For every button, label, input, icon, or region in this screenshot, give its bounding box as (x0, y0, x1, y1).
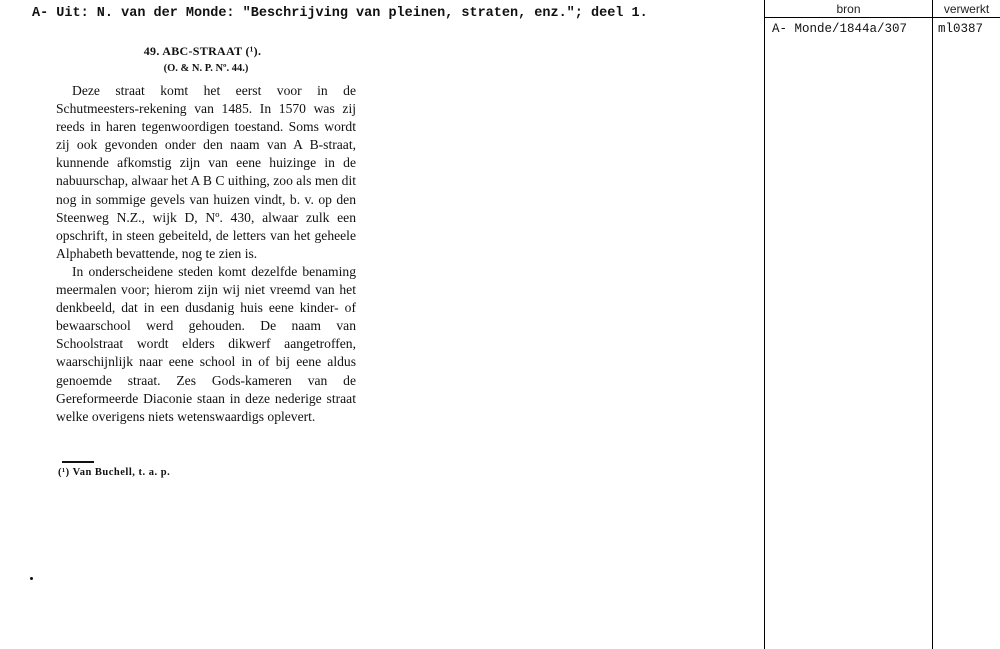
column-header-bron: bron (836, 2, 861, 16)
scan-speck (30, 577, 33, 580)
bron-value: A- Monde/1844a/307 (772, 22, 908, 36)
table-border-left (764, 0, 765, 649)
verwerkt-value: ml0387 (938, 22, 984, 36)
article-title: 49. ABC-STRAAT (¹). (143, 44, 262, 58)
table-border-middle (932, 0, 933, 649)
paragraph-2: In onderscheidene steden komt dezelfde benaming meermalen voor; hierom zijn wij niet vreemd van het denkbeeld, dat in een dusdanig huis eene kinder- of bewaarschool werd gehouden. De naam van Schoolstraat wordt elders dikwerf aangetroffen, waarschijnlijk naar eene school in of bij eene aldus genoemde straat. Zes Gods-kameren van de Gereformeerde Diaconie staan in deze nederige straat welke overigens niets wetenswaardigs oplevert. (56, 263, 356, 424)
table-header-divider (764, 17, 1000, 18)
footnote-rule (62, 461, 94, 463)
footnote: (¹) Van Buchell, t. a. p. (58, 467, 171, 478)
document-source-header: A- Uit: N. van der Monde: "Beschrijving van pleinen, straten, enz."; deel 1. (32, 6, 648, 21)
column-header-verwerkt: verwerkt (943, 2, 990, 16)
article-subtitle: (O. & N. P. Nº. 44.) (163, 63, 249, 74)
article-body (56, 82, 356, 426)
paragraph-1: Deze straat komt het eerst voor in de Schutmeesters-rekening van 1485. In 1570 was zij reeds in haren tegenwoordigen toestand. Soms wordt zij ook gevonden onder den naam van A B-straat, kunnende afkomstig zijn van eene huizinge in de nabuurschap, alwaar het A B C uithing, zoo als men dit nog in sommige gevels van huizen vindt, b. v. op den Steenweg N.Z., wijk D, Nº. 430, alwaar zulk een opschrift, in steen gebeiteld, de letters van het geheele Alphabeth bevattende, nog te zien is. (56, 83, 356, 261)
